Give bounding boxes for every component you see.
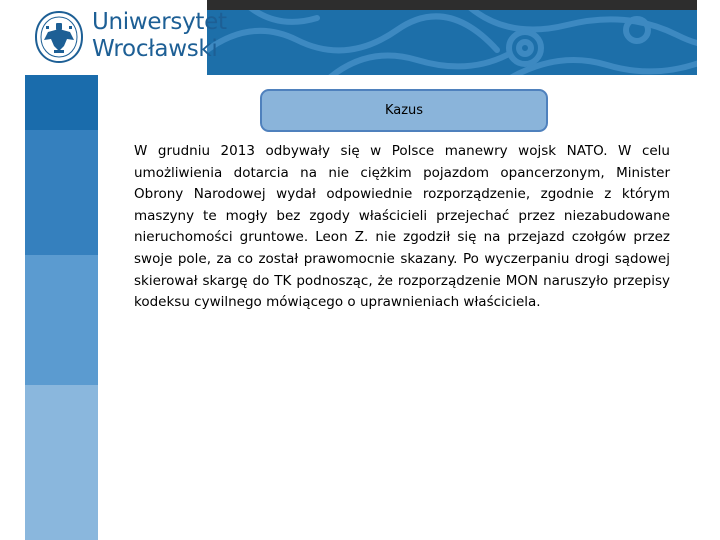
wave-pattern-decoration: [207, 10, 697, 75]
side-stripe-1: [25, 75, 98, 130]
header-banner: [207, 10, 697, 75]
university-name: [92, 9, 227, 63]
side-stripe-3: [25, 255, 98, 385]
university-eagle-crest-icon: [34, 10, 84, 64]
slide-body-text: W grudniu 2013 odbywały się w Polsce manewry wojsk NATO. W celu umożliwienia dotarcia na nie ciężkim pojazdom opancerzonym, Minister Obrony Narodowej wydał odpowiednie rozporządzenie, zgodnie z którym maszyny te mogły bez zgody właścicieli przejechać przez niezabudowane nieruchomości gruntowe. Leon Z. nie zgodził się na przejazd czołgów przez swoje pole, za co został prawomocnie skazany. Po wyczerpaniu drogi sądowej skierował skargę do TK podnosząc, że rozporządzenie MON naruszyło przepisy kodeksu cywilnego mówiącego o uprawnieniach właściciela.: [134, 143, 670, 311]
top-dark-bar: [207, 0, 697, 10]
slide-title: Kazus: [384, 103, 424, 118]
university-name-line1: Uniwersytet: [92, 9, 227, 35]
side-stripe-2: [25, 130, 98, 255]
side-stripe-4: [25, 385, 98, 540]
university-name-line2: Wrocławski: [92, 36, 218, 62]
slide-title-box: [260, 89, 548, 132]
logo-block: [0, 0, 227, 75]
